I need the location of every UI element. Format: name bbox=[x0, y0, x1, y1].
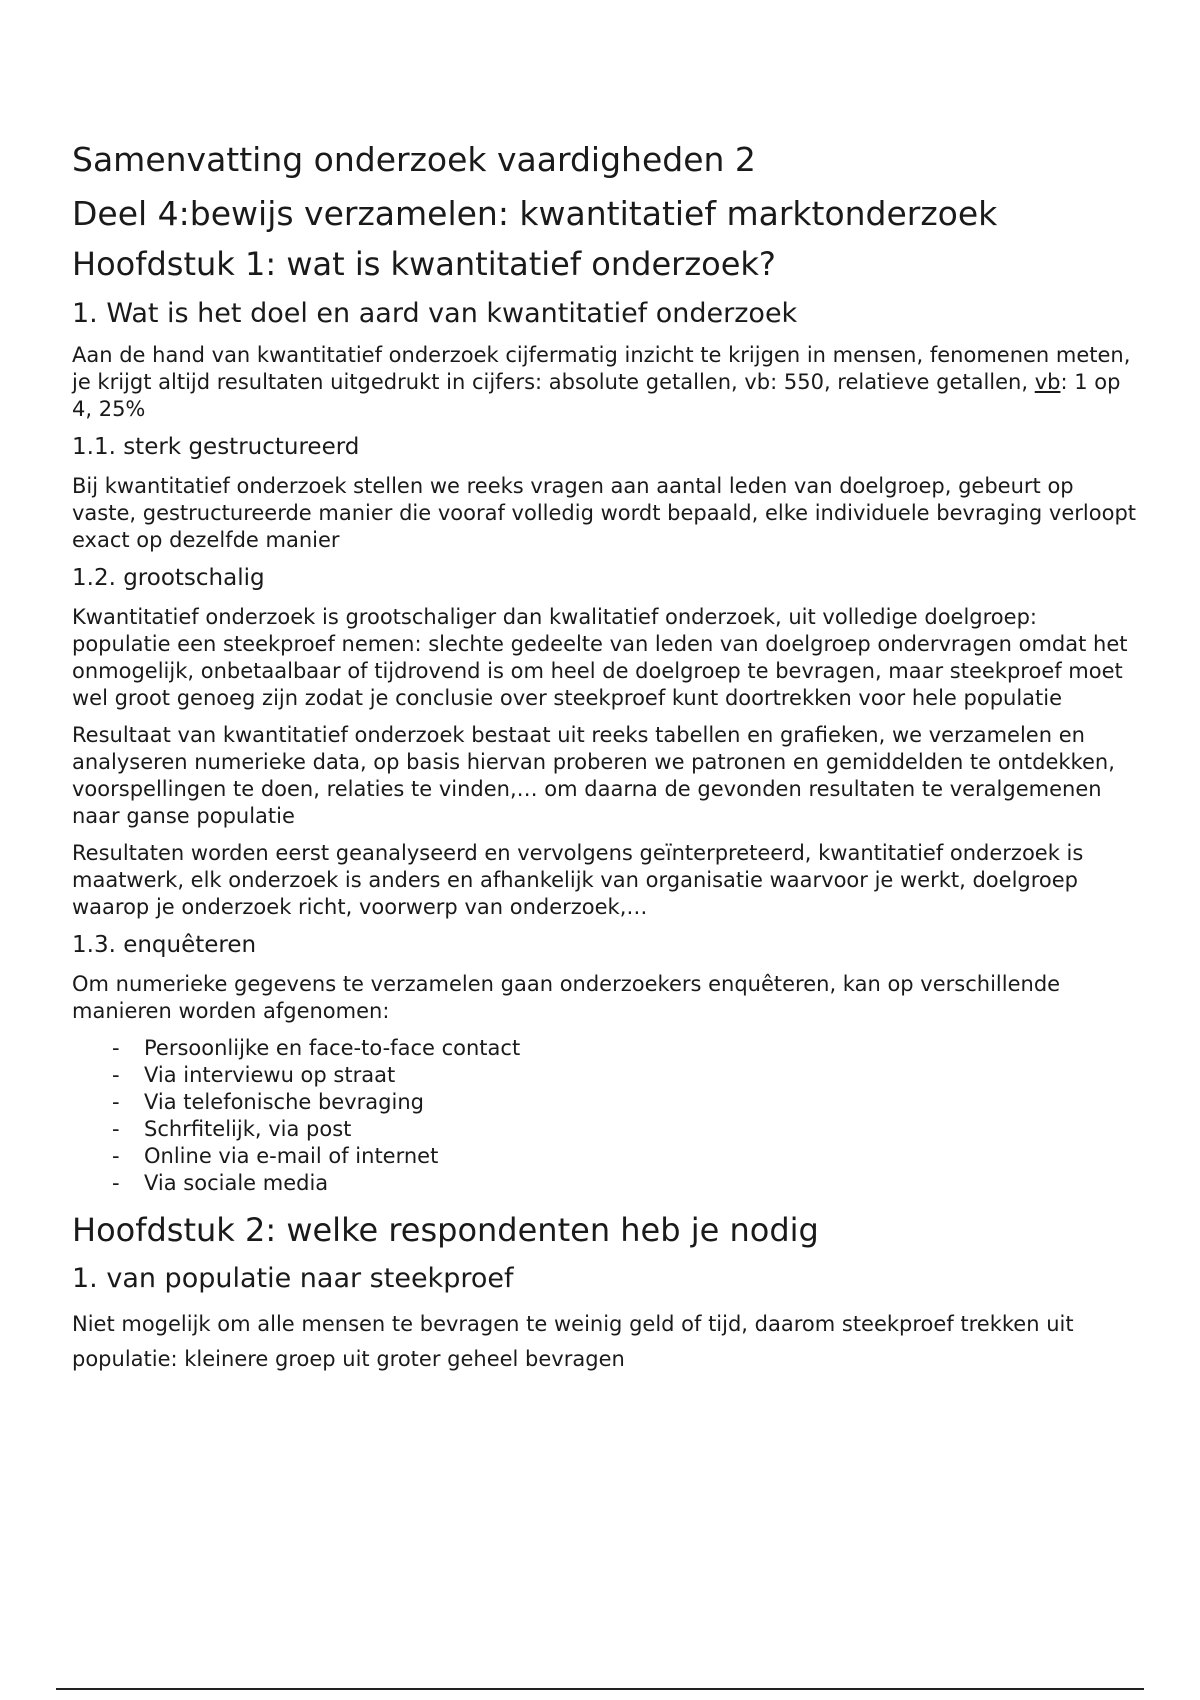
list-item: - Schrfitelijk, via post bbox=[112, 1116, 1142, 1143]
list-item: - Via telefonische bevraging bbox=[112, 1089, 1142, 1116]
subsection-1-3-heading: 1.3. enquêteren bbox=[72, 931, 257, 958]
chapter-2-section-1-text: Niet mogelijk om alle mensen te bevragen te weinig geld of tijd, daarom steekproef trekken uit populatie: kleinere groep uit groter geheel bevragen bbox=[72, 1312, 1074, 1372]
chapter-1-heading: Hoofdstuk 1: wat is kwantitatief onderzoek? bbox=[72, 245, 776, 284]
subsection-1-2-heading: 1.2. grootschalig bbox=[72, 564, 265, 591]
footer-divider bbox=[56, 1688, 1144, 1690]
subsection-1-1-heading: 1.1. sterk gestructureerd bbox=[72, 433, 360, 460]
subsection-1-2-paragraph-3: Resultaten worden eerst geanalyseerd en vervolgens geïnterpreteerd, kwantitatief onderzoek is maatwerk, elk onderzoek is anders en afhankelijk van organisatie waarvoor je werkt, doelgroep waarop je onderzoek richt, voorwerp van onderzoek,… bbox=[72, 840, 1084, 919]
part-heading: Deel 4:bewijs verzamelen: kwantitatief marktonderzoek bbox=[72, 193, 998, 233]
list-item: - Via interviewu op straat bbox=[112, 1062, 1142, 1089]
section-1-heading: 1. Wat is het doel en aard van kwantitatief onderzoek bbox=[72, 297, 798, 329]
subsection-1-2-paragraph-2: Resultaat van kwantitatief onderzoek bestaat uit reeks tabellen en grafieken, we verzamelen en analyseren numerieke data, op basis hiervan proberen we patronen en gemiddelden te ontdekken, voorspellingen te doen, relaties te vinden,… om daarna de gevonden resultaten te veralgemenen naar ganse populatie bbox=[72, 722, 1115, 828]
subsection-1-2-paragraph-1: Kwantitatief onderzoek is grootschaliger dan kwalitatief onderzoek, uit volledige doelgroep: populatie een steekproef nemen: slechte gedeelte van leden van doelgroep ondervragen omdat het onmogelijk, onbetaalbaar of tijdrovend is om heel de doelgroep te bevragen, maar steekproef moet wel groot genoeg zijn zodat je conclusie over steekproef kunt doortrekken voor hele populatie bbox=[72, 604, 1128, 710]
list-item: - Online via e-mail of internet bbox=[112, 1143, 1142, 1170]
list-item: - Persoonlijke en face-to-face contact bbox=[112, 1035, 1142, 1062]
survey-methods-list bbox=[72, 1035, 1142, 1197]
subsection-1-3-text: Om numerieke gegevens te verzamelen gaan onderzoekers enquêteren, kan op verschillende manieren worden afgenomen: bbox=[72, 971, 1061, 1023]
document-page bbox=[72, 140, 1142, 1387]
chapter-2-heading: Hoofdstuk 2: welke respondenten heb je nodig bbox=[72, 1210, 819, 1249]
chapter-2-section-1-heading: 1. van populatie naar steekproef bbox=[72, 1263, 514, 1295]
document-title: Samenvatting onderzoek vaardigheden 2 bbox=[72, 140, 756, 179]
list-item: - Via sociale media bbox=[112, 1170, 1142, 1197]
section-1-intro: Aan de hand van kwantitatief onderzoek cijfermatig inzicht te krijgen in mensen, fenomenen meten, je krijgt altijd resultaten uitgedrukt in cijfers: absolute getallen, vb: 550, relatieve getallen, vb: 1 op 4, 25% bbox=[72, 342, 1131, 421]
subsection-1-1-text: Bij kwantitatief onderzoek stellen we reeks vragen aan aantal leden van doelgroep, gebeurt op vaste, gestructureerde manier die vooraf volledig wordt bepaald, elke individuele bevraging verloopt exact op dezelfde manier bbox=[72, 473, 1137, 552]
abbrev-vb: vb bbox=[1034, 369, 1061, 394]
